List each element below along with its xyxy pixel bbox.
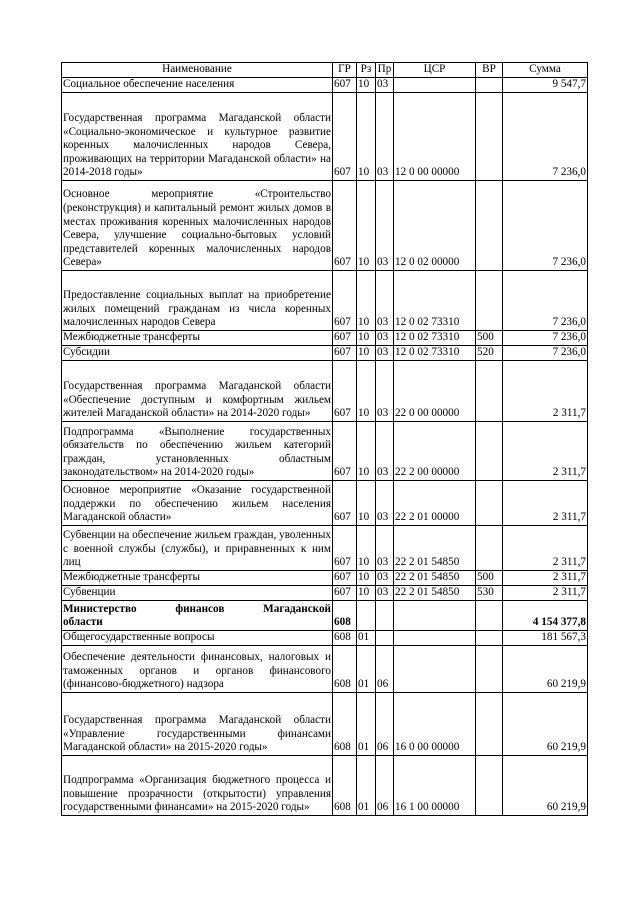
table-row — [62, 646, 588, 693]
row-name: Государственная программа Магаданской области «Управление государственными финансами Магаданской области» на 2015-2020 годы» — [62, 693, 333, 756]
row-csr: 22 2 01 54850 — [394, 586, 476, 601]
row-name-line2: области — [63, 616, 103, 629]
row-gr: 607 — [333, 361, 357, 422]
row-pr: 03 — [376, 586, 394, 601]
row-csr: 16 1 00 00000 — [394, 756, 476, 816]
row-pr: 06 — [376, 646, 394, 693]
row-rz: 10 — [357, 586, 376, 601]
table-row — [62, 346, 588, 361]
row-rz: 10 — [357, 181, 376, 271]
row-gr: 608 — [333, 646, 357, 693]
row-vr — [476, 756, 503, 816]
row-rz: 10 — [357, 526, 376, 571]
row-vr: 500 — [476, 571, 503, 586]
row-sum: 2 311,7 — [503, 586, 588, 601]
row-rz: 10 — [357, 481, 376, 526]
row-name: Субвенции — [62, 586, 333, 601]
row-rz: 01 — [357, 646, 376, 693]
row-vr — [476, 361, 503, 422]
row-pr: 03 — [376, 526, 394, 571]
row-pr: 03 — [376, 361, 394, 422]
row-csr: 22 2 01 54850 — [394, 526, 476, 571]
table-body — [62, 78, 588, 816]
row-sum: 7 236,0 — [503, 181, 588, 271]
row-name: Обеспечение деятельности финансовых, налоговых и таможенных органов и органов финансового (финансово-бюджетного) надзора — [62, 646, 333, 693]
row-gr: 608 — [333, 631, 357, 646]
header-vr: ВР — [476, 63, 503, 78]
table-row — [62, 78, 588, 93]
row-pr — [376, 601, 394, 631]
row-vr — [476, 78, 503, 93]
row-name: Субсидии — [62, 346, 333, 361]
header-pr: Пр — [376, 63, 394, 78]
row-csr: 12 0 02 00000 — [394, 181, 476, 271]
table-row — [62, 571, 588, 586]
row-gr: 607 — [333, 346, 357, 361]
row-rz: 10 — [357, 331, 376, 346]
row-vr — [476, 631, 503, 646]
row-pr — [376, 631, 394, 646]
row-gr: 608 — [333, 601, 357, 631]
row-name: Подпрограмма «Организация бюджетного процесса и повышение прозрачности (открытости) управления государственными финансами» на 2015-2020 годы» — [62, 756, 333, 816]
row-gr: 608 — [333, 756, 357, 816]
row-rz: 10 — [357, 346, 376, 361]
table-row — [62, 693, 588, 756]
row-vr — [476, 481, 503, 526]
row-pr: 03 — [376, 571, 394, 586]
row-csr: 16 0 00 00000 — [394, 693, 476, 756]
row-sum: 7 236,0 — [503, 346, 588, 361]
row-name: Подпрограмма «Выполнение государственных обязательств по обеспечению жильем категорий граждан, установленных областным законодательством» на 2014-2020 годы» — [62, 422, 333, 481]
header-gr: ГР — [333, 63, 357, 78]
header-name: Наименование — [62, 63, 333, 78]
row-gr: 607 — [333, 422, 357, 481]
row-sum: 60 219,9 — [503, 646, 588, 693]
budget-table — [61, 62, 588, 816]
header-sum: Сумма — [503, 63, 588, 78]
row-vr — [476, 93, 503, 181]
row-csr: 22 0 00 00000 — [394, 361, 476, 422]
row-rz: 10 — [357, 361, 376, 422]
header-rz: Рз — [357, 63, 376, 78]
row-sum: 2 311,7 — [503, 422, 588, 481]
row-name: Межбюджетные трансферты — [62, 571, 333, 586]
row-vr — [476, 422, 503, 481]
row-vr: 520 — [476, 346, 503, 361]
row-vr — [476, 526, 503, 571]
row-gr: 607 — [333, 181, 357, 271]
row-sum: 9 547,7 — [503, 78, 588, 93]
row-vr — [476, 646, 503, 693]
row-name: Межбюджетные трансферты — [62, 331, 333, 346]
row-csr: 12 0 02 73310 — [394, 331, 476, 346]
row-sum: 2 311,7 — [503, 526, 588, 571]
row-sum: 7 236,0 — [503, 331, 588, 346]
row-gr: 607 — [333, 78, 357, 93]
row-pr: 03 — [376, 331, 394, 346]
row-pr: 03 — [376, 271, 394, 331]
row-rz: 01 — [357, 693, 376, 756]
row-sum: 181 567,3 — [503, 631, 588, 646]
row-vr — [476, 181, 503, 271]
row-pr: 03 — [376, 422, 394, 481]
table-row — [62, 361, 588, 422]
row-csr: 12 0 00 00000 — [394, 93, 476, 181]
header-csr: ЦСР — [394, 63, 476, 78]
row-vr — [476, 693, 503, 756]
row-vr — [476, 271, 503, 331]
table-row — [62, 331, 588, 346]
table-row — [62, 422, 588, 481]
row-pr: 03 — [376, 93, 394, 181]
row-rz: 10 — [357, 271, 376, 331]
row-csr — [394, 78, 476, 93]
row-pr: 06 — [376, 756, 394, 816]
row-name: Основное мероприятие «Оказание государственной поддержки по обеспечению жильем населения Магаданской области» — [62, 481, 333, 526]
table-row — [62, 756, 588, 816]
row-vr: 500 — [476, 331, 503, 346]
table-row — [62, 181, 588, 271]
row-rz — [357, 601, 376, 631]
row-name: Предоставление социальных выплат на приобретение жилых помещений гражданам из числа коренных малочисленных народов Севера — [62, 271, 333, 331]
row-pr: 03 — [376, 78, 394, 93]
row-gr: 607 — [333, 481, 357, 526]
row-csr: 12 0 02 73310 — [394, 346, 476, 361]
row-name: Субвенции на обеспечение жильем граждан, уволенных с военной службы (службы), и приравненных к ним лиц — [62, 526, 333, 571]
row-pr: 03 — [376, 481, 394, 526]
row-sum: 60 219,9 — [503, 693, 588, 756]
row-csr — [394, 646, 476, 693]
row-rz: 01 — [357, 631, 376, 646]
row-sum: 2 311,7 — [503, 481, 588, 526]
row-sum: 7 236,0 — [503, 93, 588, 181]
row-sum: 4 154 377,8 — [503, 601, 588, 631]
row-csr: 22 2 01 00000 — [394, 481, 476, 526]
row-pr: 03 — [376, 181, 394, 271]
row-rz: 10 — [357, 422, 376, 481]
row-sum: 2 311,7 — [503, 571, 588, 586]
row-csr — [394, 601, 476, 631]
row-vr — [476, 601, 503, 631]
header-row — [62, 63, 588, 78]
row-sum: 60 219,9 — [503, 756, 588, 816]
table-row — [62, 271, 588, 331]
table-row — [62, 526, 588, 571]
row-name — [62, 601, 333, 631]
row-name: Государственная программа Магаданской области «Социально-экономическое и культурное развитие коренных малочисленных народов Севера, проживающих на территории Магаданской области» на 2014-2018 годы» — [62, 93, 333, 181]
row-name: Общегосударственные вопросы — [62, 631, 333, 646]
row-rz: 10 — [357, 93, 376, 181]
table-header — [62, 63, 588, 78]
row-csr — [394, 631, 476, 646]
row-rz: 10 — [357, 571, 376, 586]
row-name: Основное мероприятие «Строительство (реконструкция) и капитальный ремонт жилых домов в местах проживания коренных малочисленных народов Севера, улучшение социально-бытовых условий представителей коренных малочисленных народов Севера» — [62, 181, 333, 271]
row-gr: 607 — [333, 571, 357, 586]
row-vr: 530 — [476, 586, 503, 601]
row-name: Государственная программа Магаданской области «Обеспечение доступным и комфортным жильем жителей Магаданской области» на 2014-2020 годы» — [62, 361, 333, 422]
table-row — [62, 481, 588, 526]
row-sum: 2 311,7 — [503, 361, 588, 422]
row-name: Социальное обеспечение населения — [62, 78, 333, 93]
row-name-line1: Министерство финансов Магаданской — [63, 602, 331, 615]
row-rz: 10 — [357, 78, 376, 93]
row-gr: 607 — [333, 331, 357, 346]
row-gr: 608 — [333, 693, 357, 756]
row-csr: 22 2 01 54850 — [394, 571, 476, 586]
row-gr: 607 — [333, 271, 357, 331]
row-pr: 03 — [376, 346, 394, 361]
row-csr: 22 2 00 00000 — [394, 422, 476, 481]
row-pr: 06 — [376, 693, 394, 756]
table-row — [62, 586, 588, 601]
row-rz: 01 — [357, 756, 376, 816]
table-row — [62, 631, 588, 646]
row-gr: 607 — [333, 586, 357, 601]
row-sum: 7 236,0 — [503, 271, 588, 331]
row-gr: 607 — [333, 526, 357, 571]
row-csr: 12 0 02 73310 — [394, 271, 476, 331]
row-gr: 607 — [333, 93, 357, 181]
table-row-ministry — [62, 601, 588, 631]
table-row — [62, 93, 588, 181]
